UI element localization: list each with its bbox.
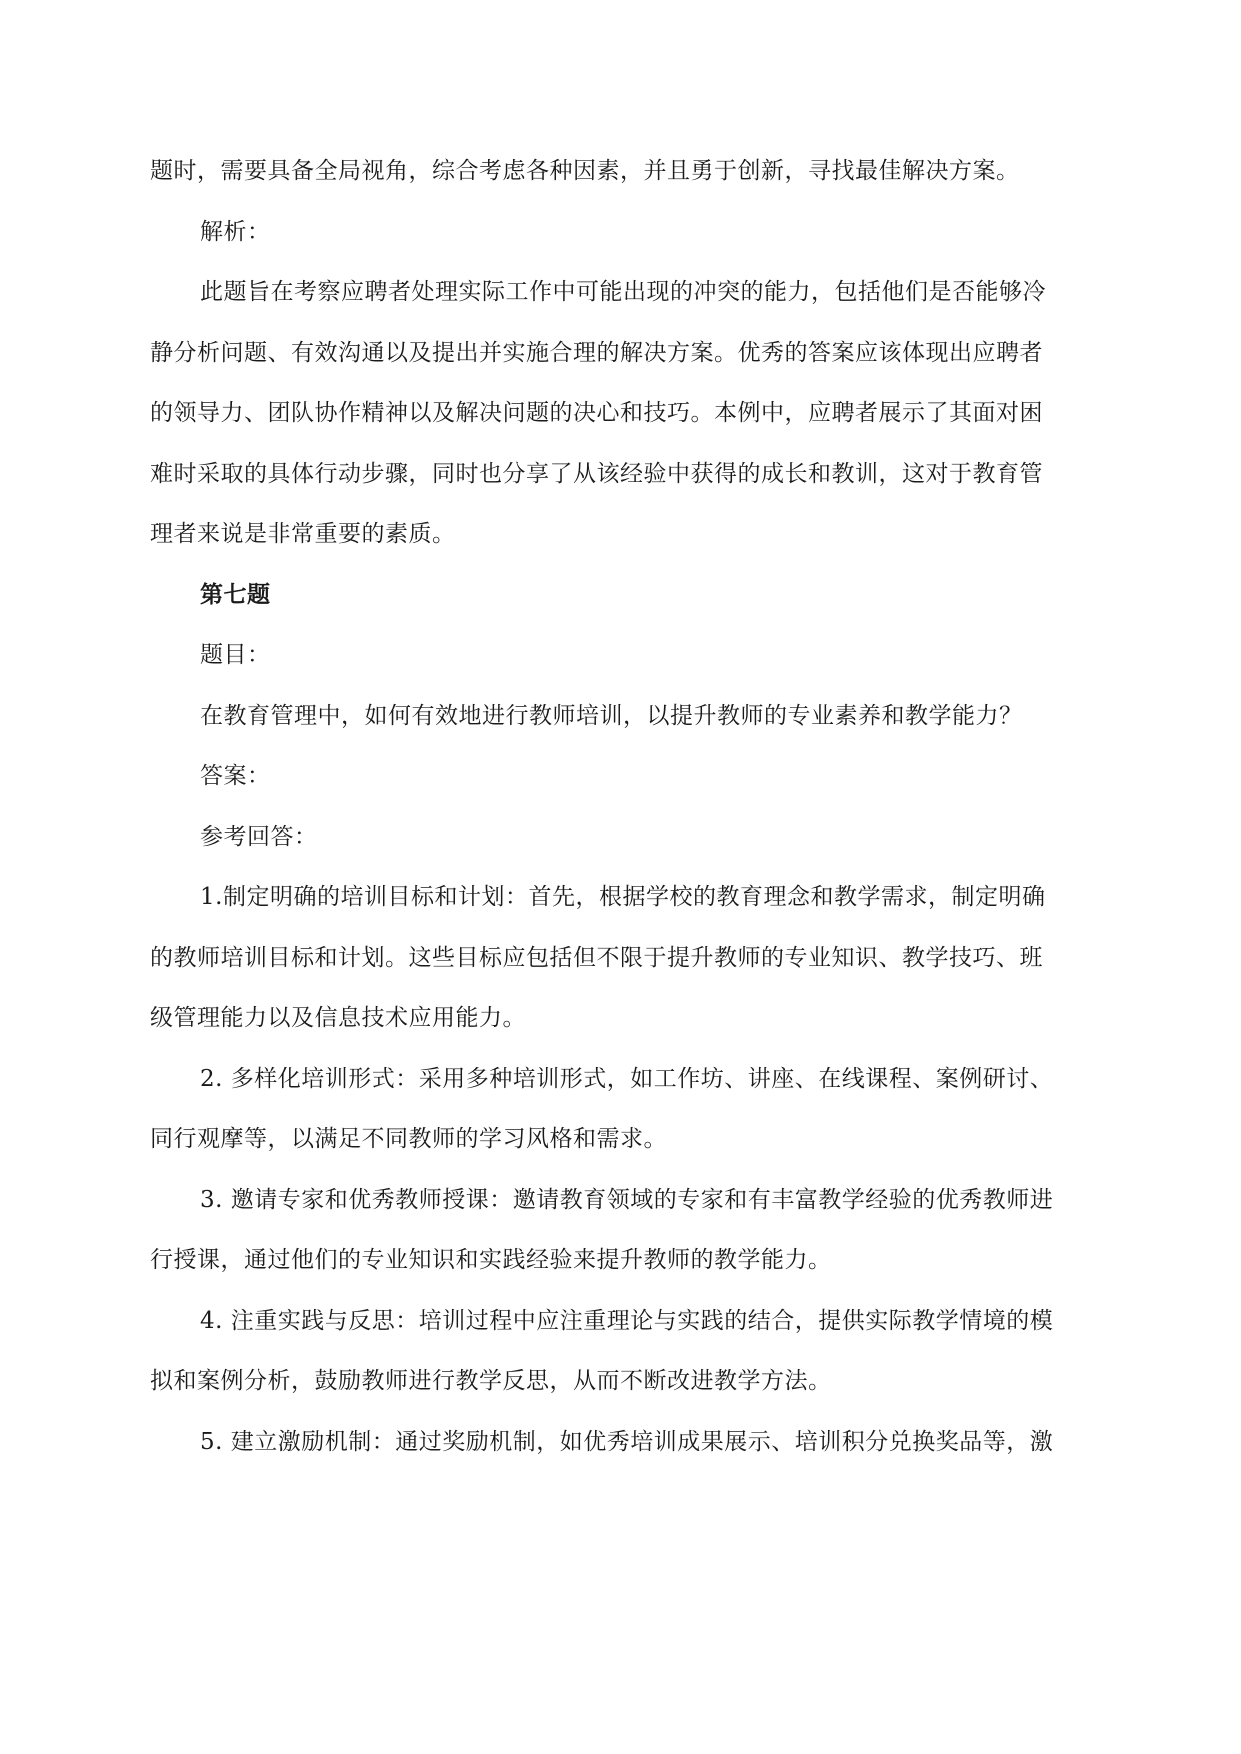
text-line: 5. 建立激励机制：通过奖励机制，如优秀培训成果展示、培训积分兑换奖品等，激	[200, 1428, 1054, 1455]
text-line: 在教育管理中，如何有效地进行教师培训，以提升教师的专业素养和教学能力？	[200, 702, 1023, 729]
text-line: 的领导力、团队协作精神以及解决问题的决心和技巧。本例中，应聘者展示了其面对困	[150, 400, 1043, 426]
section-heading: 第七题	[200, 580, 271, 608]
text-line: 解析：	[200, 218, 271, 245]
text-line: 参考回答：	[200, 823, 318, 850]
text-line: 3. 邀请专家和优秀教师授课：邀请教育领域的专家和有丰富教学经验的优秀教师进	[200, 1186, 1054, 1213]
text-line: 的教师培训目标和计划。这些目标应包括但不限于提升教师的专业知识、教学技巧、班	[150, 944, 1043, 971]
document-body	[150, 141, 1098, 1472]
text-line: 答案：	[200, 763, 271, 789]
text-line: 理者来说是非常重要的素质。	[150, 521, 456, 547]
text-line: 难时采取的具体行动步骤，同时也分享了从该经验中获得的成长和教训，这对于教育管	[150, 460, 1043, 487]
text-line: 2. 多样化培训形式：采用多种培训形式，如工作坊、讲座、在线课程、案例研讨、	[200, 1065, 1054, 1092]
text-line: 行授课，通过他们的专业知识和实践经验来提升教师的教学能力。	[150, 1247, 832, 1273]
text-line: 级管理能力以及信息技术应用能力。	[150, 1005, 526, 1031]
text-line: 此题旨在考察应聘者处理实际工作中可能出现的冲突的能力，包括他们是否能够冷	[200, 279, 1046, 305]
text-line: 拟和案例分析，鼓励教师进行教学反思，从而不断改进教学方法。	[150, 1368, 832, 1394]
text-line: 4. 注重实践与反思：培训过程中应注重理论与实践的结合，提供实际教学情境的模	[200, 1307, 1054, 1334]
text-line: 1.制定明确的培训目标和计划：首先，根据学校的教育理念和教学需求，制定明确	[200, 884, 1046, 910]
text-line: 同行观摩等，以满足不同教师的学习风格和需求。	[150, 1126, 667, 1152]
text-line: 题时，需要具备全局视角，综合考虑各种因素，并且勇于创新，寻找最佳解决方案。	[150, 158, 1020, 184]
text-line: 题目：	[200, 642, 271, 668]
text-line: 静分析问题、有效沟通以及提出并实施合理的解决方案。优秀的答案应该体现出应聘者	[150, 339, 1043, 366]
